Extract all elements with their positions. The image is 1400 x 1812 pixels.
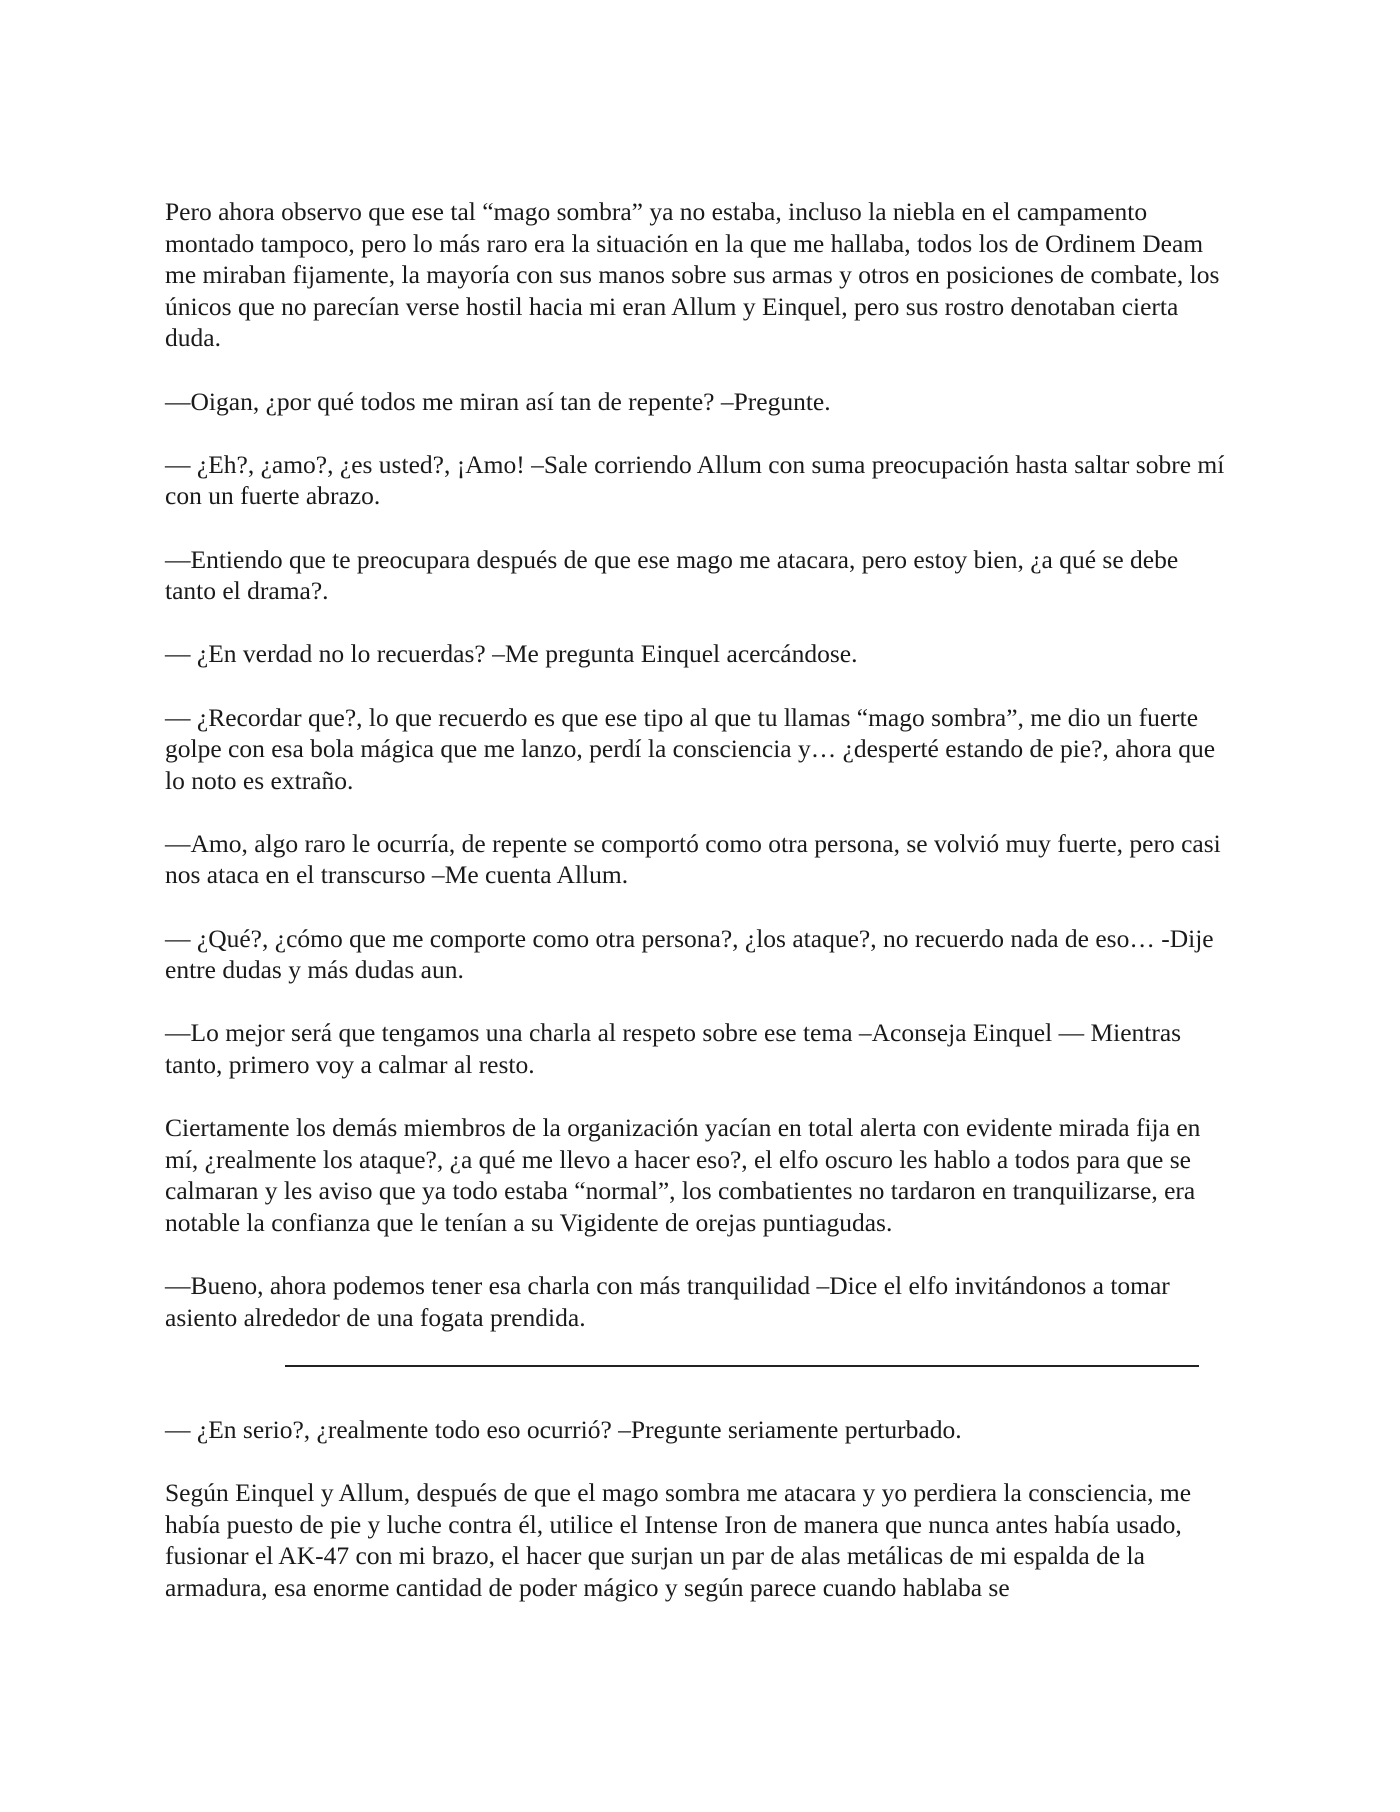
- paragraph: Según Einquel y Allum, después de que el mago sombra me atacara y yo perdiera la consciencia, me había puesto de pie y luche contra él, utilice el Intense Iron de manera que nunca antes había usado, fusionar el AK-47 con mi brazo, el hacer que surjan un par de alas metálicas de mi espalda de la armadura, esa enorme cantidad de poder mágico y según parece cuando hablaba se: [165, 1478, 1192, 1602]
- paragraph: — ¿En verdad no lo recuerdas? –Me pregunta Einquel acercándose.: [165, 639, 858, 669]
- paragraph: —Oigan, ¿por qué todos me miran así tan de repente? –Pregunte.: [165, 386, 831, 416]
- document-body: [165, 196, 1235, 1604]
- paragraph: Pero ahora observo que ese tal “mago sombra” ya no estaba, incluso la niebla en el campamento montado tampoco, pero lo más raro era la situación en la que me hallaba, todos los de Ordinem Deam me miraban fijamente, la mayoría con sus manos sobre sus armas y otros en posiciones de combate, los únicos que no parecían verse hostil hacia mi eran Allum y Einquel, pero sus rostro denotaban cierta duda.: [165, 197, 1220, 353]
- paragraph: — ¿En serio?, ¿realmente todo eso ocurrió? –Pregunte seriamente perturbado.: [165, 1414, 962, 1444]
- paragraph: Ciertamente los demás miembros de la organización yacían en total alerta con evidente mirada fija en mí, ¿realmente los ataque?, ¿a qué me llevo a hacer eso?, el elfo oscuro les hablo a todos para que se calmaran y les aviso que ya todo estaba “normal”, los combatientes no tardaron en tranquilizarse, era notable la confianza que le tenían a su Vigidente de orejas puntiagudas.: [165, 1113, 1201, 1237]
- paragraph: — ¿Recordar que?, lo que recuerdo es que ese tipo al que tu llamas “mago sombra”, me dio un fuerte golpe con esa bola mágica que me lanzo, perdí la consciencia y… ¿desperté estando de pie?, ahora que lo noto es extraño.: [165, 702, 1216, 795]
- scene-break-rule: [285, 1365, 1199, 1367]
- paragraph: —Bueno, ahora podemos tener esa charla con más tranquilidad –Dice el elfo invitándonos a tomar asiento alrededor de una fogata prendida.: [165, 1271, 1170, 1332]
- paragraph: —Entiendo que te preocupara después de que ese mago me atacara, pero estoy bien, ¿a qué se debe tanto el drama?.: [165, 544, 1179, 606]
- paragraph: —Lo mejor será que tengamos una charla al respeto sobre ese tema –Aconseja Einquel — Mientras tanto, primero voy a calmar al resto.: [165, 1018, 1182, 1080]
- paragraph: — ¿Qué?, ¿cómo que me comporte como otra persona?, ¿los ataque?, no recuerdo nada de eso… -Dije entre dudas y más dudas aun.: [165, 923, 1214, 985]
- paragraph: —Amo, algo raro le ocurría, de repente se comportó como otra persona, se volvió muy fuerte, pero casi nos ataca en el transcurso –Me cuenta Allum.: [165, 828, 1221, 890]
- paragraph: — ¿Eh?, ¿amo?, ¿es usted?, ¡Amo! –Sale corriendo Allum con suma preocupación hasta saltar sobre mí con un fuerte abrazo.: [165, 449, 1225, 511]
